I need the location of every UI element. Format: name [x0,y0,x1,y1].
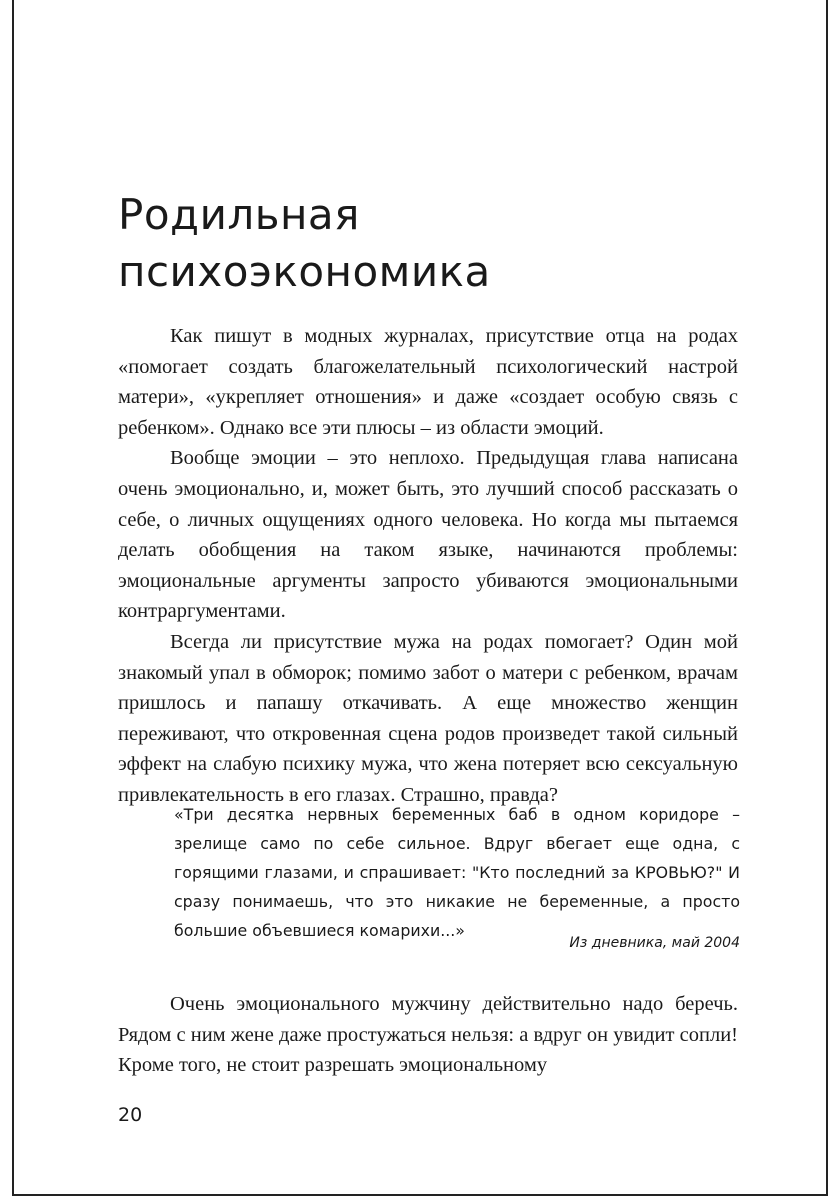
body-text-main [118,321,738,811]
chapter-title-line-2: психоэкономика [118,247,491,296]
page-number: 20 [118,1104,143,1126]
paragraph-3: Всегда ли присутствие мужа на родах помогает? Один мой знакомый упал в обморок; помимо забот о матери с ребенком, врачам пришлось и папашу откачивать. А еще множество женщин переживают, что откровенная сцена родов произведет такой сильный эффект на слабую психику мужа, что жена потеряет всю сексуальную привлекательность в его глазах. Страшно, правда? [118,630,738,806]
chapter-title-line-1: Родильная [118,190,360,239]
paragraph-2: Вообще эмоции – это неплохо. Предыдущая глава написана очень эмоционально, и, может быть, это лучший способ рассказать о себе, о личных ощущениях одного человека. Но когда мы пытаемся делать обобщения на таком языке, начинаются проблемы: эмоциональные аргументы запросто убиваются эмоциональными контраргументами. [118,447,738,623]
book-page [12,0,828,1196]
body-text-continued [118,989,738,1081]
paragraph-1: Как пишут в модных журналах, присутствие отца на родах «помогает создать благожелательный психологический настрой матери», «укрепляет отношения» и даже «создает особую связь с ребенком». Однако все эти плюсы – из области эмоций. [118,325,738,439]
diary-quote: «Три десятка нервных беременных баб в одном коридоре – зрелище само по себе сильное. Вдруг вбегает еще одна, с горящими глазами, и спрашивает: "Кто последний за КРОВЬЮ?" И сразу понимаешь, что это никакие не беременные, а просто большие объевшиеся комарихи...» [174,805,740,940]
paragraph-4: Очень эмоционального мужчину действительно надо беречь. Рядом с ним жене даже простужаться нельзя: а вдруг он увидит сопли! Кроме того, не стоит разрешать эмоциональному [118,993,738,1077]
quote-source: Из дневника, май 2004 [569,935,740,951]
chapter-title [118,186,758,300]
